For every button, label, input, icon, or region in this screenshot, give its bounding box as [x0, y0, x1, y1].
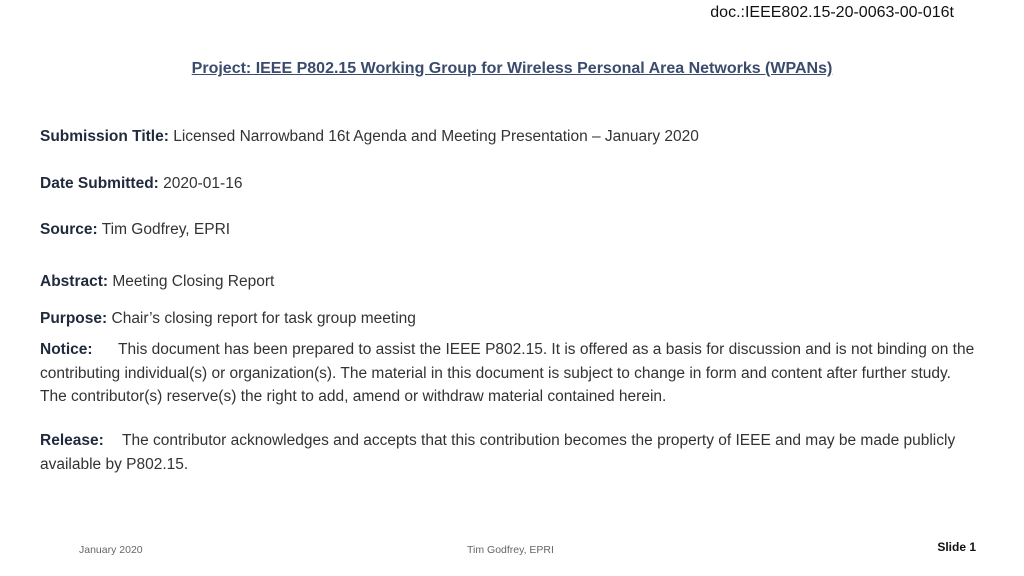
abstract-field [40, 273, 274, 291]
release-value: The contributor acknowledges and accepts that this contribution becomes the property of IEEE and may be made publicly available by P802.15. [40, 432, 956, 473]
abstract-label: Abstract: [40, 273, 109, 290]
abstract-value: Meeting Closing Report [112, 273, 275, 290]
submission-title-field [40, 128, 699, 146]
notice-label: Notice: [40, 341, 93, 358]
purpose-field [40, 310, 416, 328]
source-value: Tim Godfrey, EPRI [101, 221, 231, 238]
date-submitted-value: 2020-01-16 [163, 175, 243, 192]
doc-id: doc.:IEEE802.15-20-0063-00-016t [710, 4, 954, 21]
project-title: Project: IEEE P802.15 Working Group for Wireless Personal Area Networks (WPANs) [191, 60, 833, 77]
notice-paragraph [40, 338, 975, 409]
footer-date: January 2020 [79, 544, 143, 556]
date-submitted-field [40, 175, 242, 193]
release-label: Release: [40, 432, 104, 449]
submission-title-label: Submission Title: [40, 128, 169, 145]
purpose-label: Purpose: [40, 310, 108, 327]
source-label: Source: [40, 221, 98, 238]
submission-title-value: Licensed Narrowband 16t Agenda and Meeting Presentation – January 2020 [173, 128, 699, 145]
purpose-value: Chair’s closing report for task group meeting [111, 310, 416, 327]
footer-author: Tim Godfrey, EPRI [467, 544, 554, 556]
date-submitted-label: Date Submitted: [40, 175, 159, 192]
slide-number: Slide 1 [937, 540, 976, 554]
notice-value: This document has been prepared to assist the IEEE P802.15. It is offered as a basis for discussion and is not binding on the contributing individual(s) or organization(s). The material in this document is subject to change in form and content after further study. The contributor(s) reserve(s) the right to add, amend or withdraw material contained herein. [40, 341, 975, 405]
source-field [40, 221, 230, 239]
release-paragraph [40, 429, 975, 476]
